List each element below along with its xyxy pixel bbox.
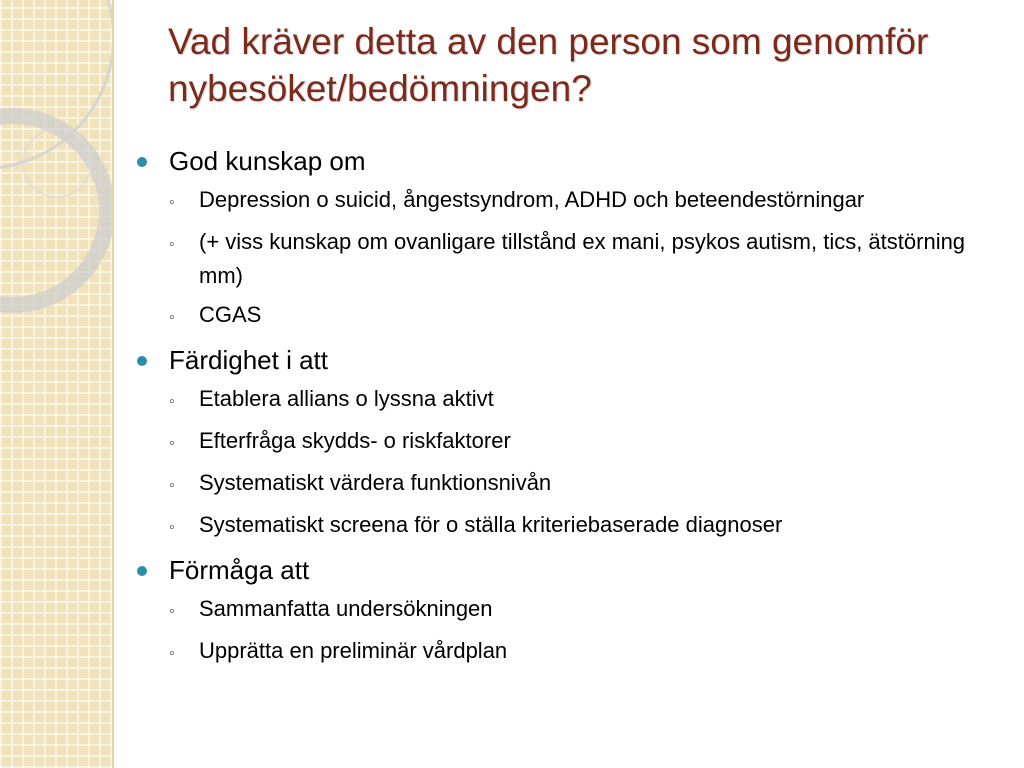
bullet-list	[137, 142, 997, 671]
sub-bullet-list	[137, 592, 997, 671]
list-item-text: Systematiskt värdera funktionsnivån	[199, 470, 552, 495]
decorative-side-panel	[0, 0, 112, 768]
list-item	[169, 634, 997, 671]
list-item-text: Upprätta en preliminär vårdplan	[199, 638, 508, 663]
section-heading: God kunskap om	[169, 146, 366, 176]
slide-content	[137, 142, 997, 677]
list-item-text: Etablera allians o lyssna aktivt	[199, 386, 494, 411]
ring-bullet-icon: ◦	[169, 603, 175, 620]
list-item	[169, 424, 997, 461]
ring-bullet-icon: ◦	[169, 236, 175, 253]
ring-bullet-icon: ◦	[169, 519, 175, 536]
list-item	[169, 183, 997, 220]
list-item	[169, 382, 997, 419]
sub-bullet-list	[137, 382, 997, 545]
list-item-text: Depression o suicid, ångestsyndrom, ADHD och beteendestörningar	[199, 187, 865, 212]
list-item	[169, 225, 997, 293]
slide-title: Vad kräver detta av den person som genomför nybesöket/bedömningen?	[168, 21, 929, 109]
bullet-dot-icon	[137, 566, 147, 576]
list-item-text: Systematiskt screena för o ställa kriteriebaserade diagnoser	[199, 512, 783, 537]
list-item-text: (+ viss kunskap om ovanligare tillstånd ex mani, psykos autism, tics, ätstörning mm)	[199, 229, 966, 288]
decorative-ring-small	[22, 128, 92, 198]
section-heading: Färdighet i att	[169, 345, 328, 375]
sub-bullet-list	[137, 183, 997, 335]
bullet-dot-icon	[137, 356, 147, 366]
bullet-dot-icon	[137, 157, 147, 167]
list-item	[169, 592, 997, 629]
section-skills	[137, 341, 997, 545]
section-knowledge	[137, 142, 997, 335]
panel-divider	[112, 0, 114, 768]
ring-bullet-icon: ◦	[169, 393, 175, 410]
list-item-text: Efterfråga skydds- o riskfaktorer	[199, 428, 511, 453]
list-item	[169, 298, 997, 335]
section-heading: Förmåga att	[169, 555, 310, 585]
ring-bullet-icon: ◦	[169, 645, 175, 662]
ring-bullet-icon: ◦	[169, 309, 175, 326]
list-item-text: CGAS	[199, 302, 262, 327]
list-item	[169, 508, 997, 545]
ring-bullet-icon: ◦	[169, 194, 175, 211]
list-item-text: Sammanfatta undersökningen	[199, 596, 493, 621]
ring-bullet-icon: ◦	[169, 477, 175, 494]
ring-bullet-icon: ◦	[169, 435, 175, 452]
list-item	[169, 466, 997, 503]
section-abilities	[137, 551, 997, 671]
